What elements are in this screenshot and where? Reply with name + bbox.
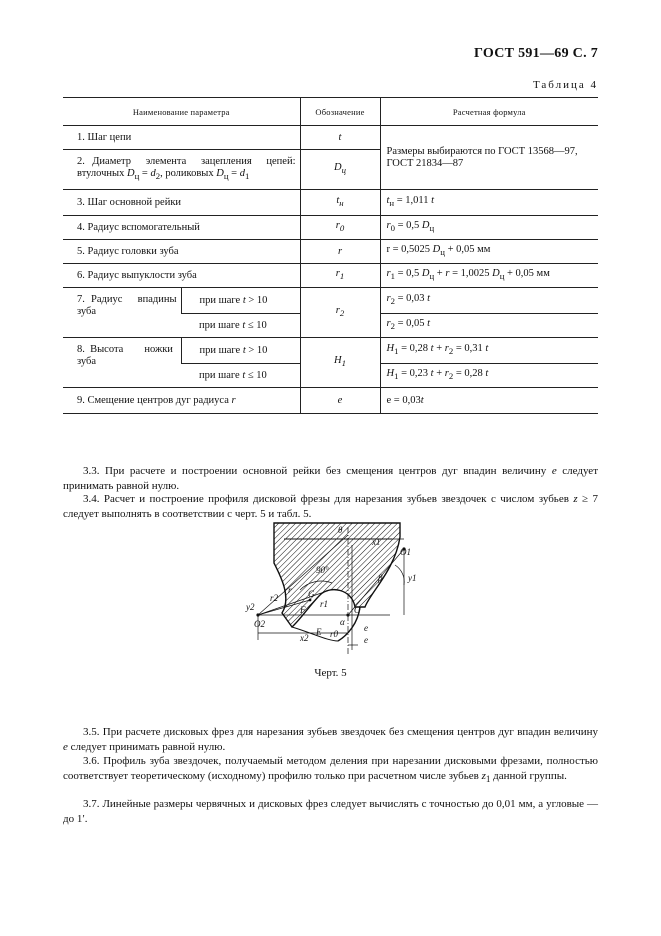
label-y2: y2 (246, 602, 255, 612)
row-6-name: 6. Радиус выпуклости зуба (63, 264, 300, 288)
row-4-name: 4. Радиус вспомогательный (63, 216, 300, 240)
label-x2: x2 (300, 633, 309, 643)
label-r2: r2 (270, 593, 279, 603)
row-3-formula: $t_н = 1,011$ t (380, 190, 598, 216)
row-8-formula-2: $H_1 = 0,23$ $t + r_2 = 0,28$ t (380, 364, 598, 388)
row-9-formula: e = 0,03t (380, 388, 598, 414)
table-caption: Таблица 4 (532, 79, 598, 91)
figure-caption: Черт. 5 (314, 667, 347, 679)
label-beta: β (378, 573, 383, 583)
row-7-condition-1: при шаге t > 10 (181, 288, 300, 314)
column-header-formula: Расчетная формула (380, 98, 598, 126)
row-2-name: 2. Диаметр элемента зацепления цепей: втулочных $D_ц = d_2$, роликовых $D_ц = d_1$ (63, 150, 300, 190)
row-5-name: 5. Радиус головки зуба (63, 240, 300, 264)
row-4-symbol: $r_0$ (300, 216, 380, 240)
row-2-symbol: $D_ц$ (300, 150, 380, 190)
row-7-symbol: $r_2$ (300, 288, 380, 338)
paragraph-3-6: 3.6. Профиль зуба звездочек, получаемый методом деления при нарезании дисковыми фрезами, полностью соответствует теоретическому (исходному) профилю только при расчетном числе зубьев $z_1$ данной группы. (63, 755, 598, 784)
row-5-formula: r = 0,5025 $D_ц + 0,05$ мм (380, 240, 598, 264)
row-8-condition-1: при шаге t > 10 (181, 338, 300, 364)
row-8-formula-1: $H_1 = 0,28$ $t + r_2 = 0,31$ t (380, 338, 598, 364)
column-header-name: Наименование параметра (63, 98, 300, 126)
paragraph-3-7: 3.7. Линейные размеры червячных и дисковых фрез следует вычислять с точностью до 0,01 мм, а угловые — до 1′. (63, 798, 598, 825)
label-o: O (354, 605, 361, 615)
label-y1: y1 (408, 573, 417, 583)
paragraph-3-5: 3.5. При расчете дисковых фрез для нарезания зубьев звездочек без смещения центров дуг впадин величину e следует принимать равной нулю. (63, 726, 598, 753)
label-alpha: α (340, 617, 345, 627)
label-e-point: E (316, 627, 322, 637)
row-7-formula-1: $r_2 = 0,03$ t (380, 288, 598, 314)
row-1-name: 1. Шаг цепи (77, 131, 132, 143)
row-7-name: 7. Радиус впадины зуба (63, 288, 181, 338)
row-3-name: 3. Шаг основной рейки (63, 190, 300, 216)
parameters-table (63, 97, 598, 414)
row-3-symbol: $t_н$ (300, 190, 380, 216)
row-9-name: 9. Смещение центров дуг радиуса r (63, 388, 300, 414)
row-7-condition-2: при шаге t ≤ 10 (181, 314, 300, 338)
row-8-name: 8. Высота ножки зуба (63, 338, 181, 388)
label-o1: O1 (400, 547, 411, 557)
label-e-bottom: e (364, 635, 368, 645)
row-7-formula-2: $r_2 = 0,05$ t (380, 314, 598, 338)
label-f: F (300, 605, 306, 615)
label-x1: x1 (372, 537, 381, 547)
row-6-formula: $r_1 = 0,5$ $D_ц + r = 1,0025$ $D_ц + 0,05$ мм (380, 264, 598, 288)
column-header-symbol: Обозначение (300, 98, 380, 126)
label-theta: θ (338, 525, 343, 535)
row-5-symbol: r (300, 240, 380, 264)
row-8-symbol: $H_1$ (300, 338, 380, 388)
label-r1: r1 (320, 599, 329, 609)
paragraph-3-4: 3.4. Расчет и построение профиля дисковой фрезы для нарезания зубьев звездочек с числом зубьев z ≥ 7 следует выполнять в соответствии с черт. 5 и табл. 5. (63, 493, 598, 520)
row-1-symbol: t (300, 126, 380, 150)
row-9-symbol: e (300, 388, 380, 414)
label-e-top: e (364, 623, 368, 633)
paragraph-3-3: 3.3. При расчете и построении основной рейки без смещения центров дуг впадин величину e следует принимать равной нулю. (63, 465, 599, 492)
cutter-profile-drawing (230, 515, 430, 655)
row-4-formula: $r_0 = 0,5$ $D_ц$ (380, 216, 598, 240)
label-r0: r0 (330, 629, 339, 639)
label-g: G (308, 589, 315, 599)
label-90: 90° (316, 565, 329, 575)
page-header: ГОСТ 591—69 С. 7 (474, 46, 598, 61)
label-r: r (288, 585, 292, 595)
row-8-condition-2: при шаге t ≤ 10 (181, 364, 300, 388)
row-6-symbol: $r_1$ (300, 264, 380, 288)
row-1-formula: Размеры выбираются по ГОСТ 13568—97, ГОСТ 21834—87 (380, 126, 598, 190)
label-o2: O2 (254, 619, 265, 629)
